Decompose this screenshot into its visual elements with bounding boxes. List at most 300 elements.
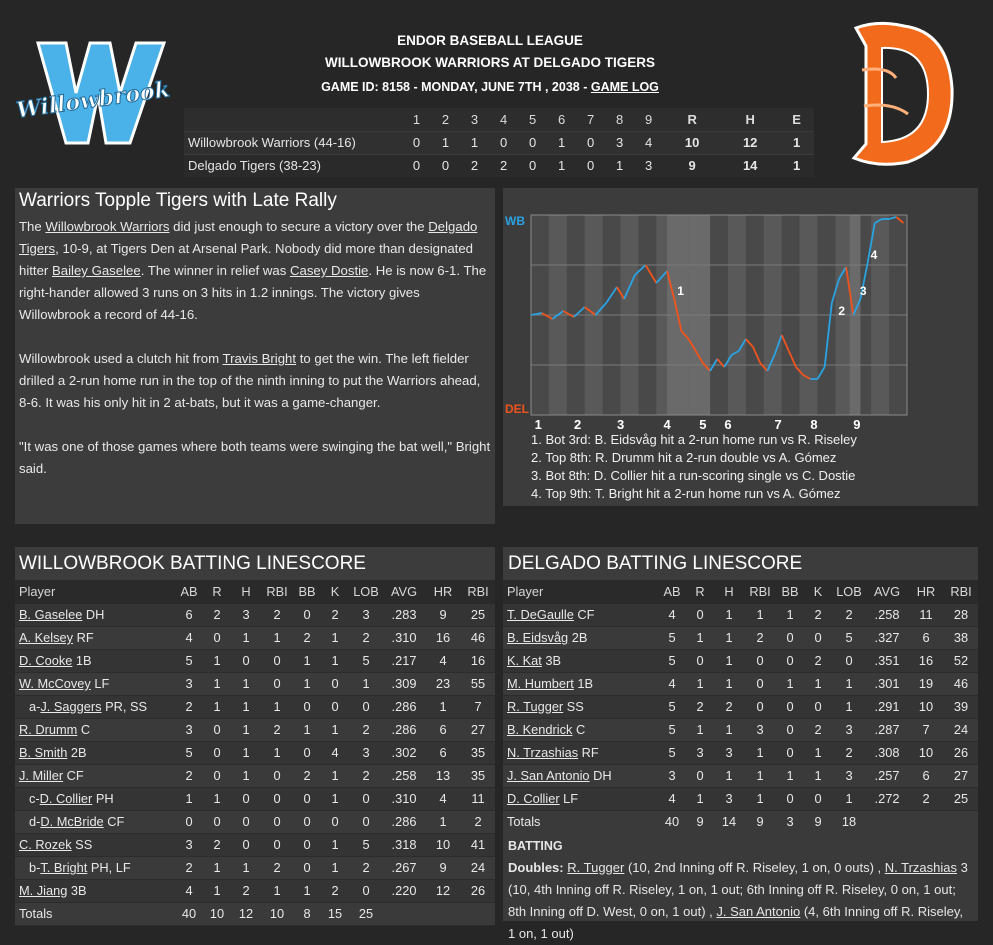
play-annotation: 3 (859, 284, 867, 298)
stat-cell: 27 (461, 718, 495, 741)
stat-cell: 0 (261, 649, 293, 672)
player-cell (15, 603, 175, 626)
stat-cell: 5 (349, 833, 383, 856)
player-link[interactable]: R. Tugger (567, 860, 625, 875)
stat-cell: 2 (261, 603, 293, 626)
batting-row (15, 833, 495, 856)
stat-cell: 25 (461, 603, 495, 626)
inning-header: 4 (489, 108, 518, 131)
stat-cell: 1 (744, 764, 776, 787)
stat-cell: 1 (832, 672, 866, 695)
total-header: R (663, 108, 721, 131)
stat-cell: 3 (175, 718, 203, 741)
inning-header: 3 (460, 108, 489, 131)
stat-cell: 13 (425, 764, 461, 787)
play-annotation: 4 (870, 248, 878, 262)
stat-cell: 35 (461, 764, 495, 787)
stat-cell: 3 (175, 672, 203, 695)
stat-cell: 2 (175, 764, 203, 787)
stat-cell: 1 (231, 741, 261, 764)
stat-cell: 19 (908, 672, 944, 695)
stat-cell: 1 (231, 672, 261, 695)
home-batting-title: DELGADO BATTING LINESCORE (508, 553, 803, 574)
player-cell (503, 787, 658, 810)
stat-cell: .286 (383, 810, 425, 833)
stat-cell: 9 (425, 603, 461, 626)
stat-cell: 1 (231, 695, 261, 718)
batting-row (15, 649, 495, 672)
totals-cell: 10 (261, 902, 293, 925)
player-position: C (572, 722, 586, 737)
total-e: 1 (779, 131, 814, 154)
story-text: did just enough to secure a victory over the (169, 219, 429, 234)
story-paragraph-1 (19, 216, 491, 326)
stat-cell: .327 (866, 626, 908, 649)
stat-cell: 1 (349, 672, 383, 695)
totals-cell: 18 (832, 810, 866, 833)
stat-cell: 1 (425, 810, 461, 833)
stat-cell: 4 (425, 787, 461, 810)
inning-runs: 2 (460, 154, 489, 177)
inning-runs: 0 (576, 154, 605, 177)
player-position: CF (63, 768, 84, 783)
inning-header: 7 (576, 108, 605, 131)
column-header: K (804, 580, 832, 603)
player-position: RF (578, 745, 599, 760)
player-cell (15, 856, 175, 879)
player-link[interactable]: T. DeGaulle (507, 607, 574, 622)
player-link[interactable]: W. McCovey (19, 676, 91, 691)
stat-cell: 2 (461, 810, 495, 833)
totals-row (503, 810, 978, 833)
stat-cell: 27 (944, 764, 978, 787)
stat-cell: 0 (293, 833, 321, 856)
player-cell (15, 764, 175, 787)
doubles-label: Doubles: (508, 860, 564, 875)
stat-cell: 0 (776, 718, 804, 741)
stat-cell: 1 (776, 672, 804, 695)
batting-row (15, 603, 495, 626)
totals-cell: 9 (804, 810, 832, 833)
stat-cell: 1 (321, 626, 349, 649)
stat-cell: 3 (832, 718, 866, 741)
stat-cell: 9 (425, 856, 461, 879)
stat-cell: 1 (203, 695, 231, 718)
stat-cell: 52 (944, 649, 978, 672)
inning-header: 5 (518, 108, 547, 131)
player-link[interactable]: B. Eidsvåg (507, 630, 569, 645)
player-link[interactable]: D. Collier (39, 791, 93, 806)
player-position: PH (92, 791, 114, 806)
home-team-link[interactable]: Delgado Tigers (19, 219, 478, 256)
stat-cell: 5 (658, 649, 686, 672)
stat-cell: .308 (866, 741, 908, 764)
stat-cell: 1 (804, 672, 832, 695)
stat-cell: 7 (908, 718, 944, 741)
batting-notes (503, 833, 978, 941)
stat-cell: 2 (349, 718, 383, 741)
stat-cell: 24 (461, 856, 495, 879)
away-team-link[interactable]: Willowbrook Warriors (45, 219, 170, 234)
total-h: 12 (721, 131, 779, 154)
stat-cell: 1 (231, 626, 261, 649)
player-link[interactable]: D. McBride (40, 814, 104, 829)
player-cell (15, 810, 175, 833)
stat-cell: .351 (866, 649, 908, 672)
league-name: ENDOR BASEBALL LEAGUE (397, 33, 583, 48)
stat-cell: 1 (776, 764, 804, 787)
player-cell (15, 626, 175, 649)
stat-cell: 0 (804, 787, 832, 810)
stat-cell: 4 (658, 603, 686, 626)
stat-cell: 6 (175, 603, 203, 626)
player-link[interactable]: C. Rozek (19, 837, 72, 852)
inning-runs: 0 (518, 154, 547, 177)
doubles-detail: (4, 6th Inning off R. Riseley, 1 on, 1 out) (508, 904, 964, 941)
inning-runs: 0 (402, 131, 431, 154)
player-link-gaselee[interactable]: Bailey Gaselee (51, 263, 141, 278)
game-info-text: GAME ID: 8158 - MONDAY, JUNE 7TH , 2038 - (321, 80, 591, 94)
stat-cell: 1 (293, 672, 321, 695)
player-link[interactable]: J. San Antonio (716, 904, 801, 919)
player-link[interactable]: M. Jiang (19, 883, 68, 898)
story-text: , 10-9, at Tigers Den at Arsenal Park. Nobody did more than designated hitter (19, 241, 474, 278)
stat-cell: 1 (261, 741, 293, 764)
sub-prefix: d- (29, 814, 41, 829)
player-position: LF (559, 791, 579, 806)
win-probability-chart (503, 188, 978, 433)
stat-cell: 1 (714, 649, 744, 672)
player-position: 2B (67, 745, 87, 760)
doubles-detail: 3 (10, 4th Inning off R. Riseley, 1 on, 1 out; 6th Inning off R. Riseley, 0 on, 1 out; 8th Inning off D. West, 0 on, 1 out) , (508, 860, 968, 919)
stat-cell: .318 (383, 833, 425, 856)
player-cell (15, 695, 175, 718)
linescore-team-name: Willowbrook Warriors (44-16) (184, 131, 402, 154)
stat-cell: 4 (321, 741, 349, 764)
play-annotation: 1 (677, 284, 684, 298)
stat-cell: 1 (714, 718, 744, 741)
totals-cell: 25 (349, 902, 383, 925)
chart-note: 4. Top 9th: T. Bright hit a 2-run home run vs A. Gómez (531, 486, 841, 501)
sub-prefix: b- (29, 860, 41, 875)
stat-cell: 7 (461, 695, 495, 718)
stat-cell: 0 (261, 787, 293, 810)
play-annotation: 2 (838, 304, 846, 318)
player-position: DH (589, 768, 612, 783)
player-link[interactable]: J. Saggers (40, 699, 102, 714)
inning-runs: 1 (431, 131, 460, 154)
inning-runs: 3 (605, 131, 634, 154)
player-link[interactable]: M. Humbert (507, 676, 574, 691)
player-cell (503, 718, 658, 741)
player-cell (15, 649, 175, 672)
stat-cell: 1 (321, 718, 349, 741)
player-position: 3B (67, 883, 87, 898)
batting-row (15, 856, 495, 879)
stat-cell: 25 (944, 787, 978, 810)
player-link[interactable]: N. Trzashias (507, 745, 579, 760)
totals-cell: 9 (686, 810, 714, 833)
stat-cell: 3 (658, 764, 686, 787)
stat-cell: .217 (383, 649, 425, 672)
stat-cell: 2 (349, 626, 383, 649)
linescore-table (184, 108, 814, 177)
totals-cell (425, 902, 461, 925)
stat-cell: 1 (321, 833, 349, 856)
player-link[interactable]: K. Kat (507, 653, 542, 668)
totals-cell: 12 (231, 902, 261, 925)
stat-cell: 5 (658, 741, 686, 764)
stat-cell: 0 (261, 672, 293, 695)
stat-cell: 0 (744, 672, 776, 695)
stat-cell: 6 (908, 626, 944, 649)
batting-notes-heading: BATTING (508, 839, 563, 853)
total-r: 10 (663, 131, 721, 154)
player-link[interactable]: J. San Antonio (507, 768, 590, 783)
player-link[interactable]: N. Trzashias (884, 860, 957, 875)
stat-cell: 0 (804, 695, 832, 718)
stat-cell: 1 (714, 626, 744, 649)
totals-cell: 8 (293, 902, 321, 925)
inning-runs: 0 (518, 131, 547, 154)
inning-runs: 1 (460, 131, 489, 154)
total-r: 9 (663, 154, 721, 177)
stat-cell: 0 (203, 810, 231, 833)
player-link[interactable]: B. Gaselee (19, 607, 83, 622)
stat-cell: 0 (231, 649, 261, 672)
stat-cell: 0 (261, 833, 293, 856)
stat-cell: 2 (832, 741, 866, 764)
inning-tick-label: 9 (853, 417, 861, 432)
stat-cell: 0 (293, 787, 321, 810)
stat-cell: 16 (908, 649, 944, 672)
stat-cell: 1 (744, 787, 776, 810)
stat-cell: 10 (908, 695, 944, 718)
stat-cell: 0 (293, 856, 321, 879)
player-cell (503, 764, 658, 787)
total-e: 1 (779, 154, 814, 177)
column-header: BB (776, 580, 804, 603)
player-position: LF (90, 676, 110, 691)
stat-cell: 1 (203, 879, 231, 902)
stat-cell: 1 (744, 603, 776, 626)
stat-cell: 10 (425, 833, 461, 856)
player-position: CF (573, 607, 595, 622)
totals-cell: 40 (175, 902, 203, 925)
player-link[interactable]: J. Miller (19, 768, 64, 783)
story-text: The (19, 219, 46, 234)
player-link[interactable]: T. Bright (40, 860, 88, 875)
story-paragraph-2 (19, 348, 491, 414)
stat-cell: .310 (383, 626, 425, 649)
column-header: H (714, 580, 744, 603)
stat-cell: 1 (231, 718, 261, 741)
stat-cell: 6 (908, 764, 944, 787)
player-link[interactable]: R. Tugger (507, 699, 564, 714)
stat-cell: 12 (425, 879, 461, 902)
column-header: HR (425, 580, 461, 603)
column-header: BB (293, 580, 321, 603)
stat-cell: 1 (832, 695, 866, 718)
stat-cell: 2 (804, 718, 832, 741)
batting-row (503, 695, 978, 718)
chart-note: 1. Bot 3rd: B. Eidsvåg hit a 2-run home run vs R. Riseley (531, 432, 857, 447)
player-cell (15, 741, 175, 764)
stat-cell: 3 (832, 764, 866, 787)
stat-cell: 1 (321, 649, 349, 672)
stat-cell: 38 (944, 626, 978, 649)
stat-cell: 2 (321, 603, 349, 626)
player-link[interactable]: B. Smith (19, 745, 68, 760)
inning-runs: 1 (605, 154, 634, 177)
game-log-link[interactable]: GAME LOG (590, 80, 659, 94)
stat-cell: 39 (944, 695, 978, 718)
totals-cell (866, 810, 908, 833)
stat-cell: 0 (776, 626, 804, 649)
column-header: AB (658, 580, 686, 603)
stat-cell: 1 (686, 718, 714, 741)
stat-cell: 0 (293, 810, 321, 833)
player-position: DH (82, 607, 105, 622)
stat-cell: 0 (293, 695, 321, 718)
stat-cell: 0 (261, 810, 293, 833)
column-header: R (686, 580, 714, 603)
stat-cell: 1 (261, 879, 293, 902)
stat-cell: 4 (658, 672, 686, 695)
totals-label: Totals (15, 902, 175, 925)
player-cell (503, 626, 658, 649)
stat-cell: 11 (908, 603, 944, 626)
stat-cell: 2 (686, 695, 714, 718)
stat-cell: 2 (832, 603, 866, 626)
batting-row (503, 718, 978, 741)
stat-cell: 3 (744, 718, 776, 741)
batting-row (15, 741, 495, 764)
stat-cell: 4 (658, 787, 686, 810)
stat-cell: 1 (686, 787, 714, 810)
inning-runs: 1 (547, 154, 576, 177)
stat-cell: 2 (804, 603, 832, 626)
player-link-bright[interactable]: Travis Bright (222, 351, 297, 366)
inning-tick-label: 2 (573, 417, 582, 432)
player-position: CF (103, 814, 125, 829)
player-link-dostie[interactable]: Casey Dostie (289, 263, 369, 278)
column-header: K (321, 580, 349, 603)
player-link[interactable]: D. Cooke (19, 653, 73, 668)
stat-cell: 0 (231, 787, 261, 810)
stat-cell: 2 (175, 695, 203, 718)
player-link[interactable]: R. Drumm (19, 722, 78, 737)
home-batting-table (503, 580, 978, 834)
inning-header: 6 (547, 108, 576, 131)
chart-note: 2. Top 8th: R. Drumm hit a 2-run double vs A. Gómez (531, 450, 837, 465)
stat-cell: .286 (383, 695, 425, 718)
player-position: 3B (541, 653, 562, 668)
player-cell (15, 787, 175, 810)
player-cell (503, 603, 658, 626)
stat-cell: 0 (321, 672, 349, 695)
stat-cell: 0 (231, 810, 261, 833)
batting-row (503, 764, 978, 787)
stat-cell: .302 (383, 741, 425, 764)
stat-cell: 0 (349, 810, 383, 833)
stat-cell: 0 (231, 833, 261, 856)
player-link[interactable]: A. Kelsey (19, 630, 74, 645)
stat-cell: 2 (293, 764, 321, 787)
stat-cell: 16 (425, 626, 461, 649)
stat-cell: 5 (175, 741, 203, 764)
player-position: PH, LF (87, 860, 131, 875)
inning-tick-label: 1 (534, 417, 542, 432)
stat-cell: .220 (383, 879, 425, 902)
del-axis-label: DEL (505, 402, 529, 416)
column-header: R (203, 580, 231, 603)
player-cell (15, 672, 175, 695)
home-team-logo (848, 18, 960, 168)
inning-runs: 0 (402, 154, 431, 177)
stat-cell: 2 (321, 879, 349, 902)
stat-cell: 0 (203, 626, 231, 649)
stat-cell: 0 (776, 741, 804, 764)
sub-prefix: c- (29, 791, 40, 806)
story-text: . The winner in relief was (140, 263, 290, 278)
column-header: LOB (832, 580, 866, 603)
stat-cell: 1 (686, 626, 714, 649)
inning-tick-label: 3 (616, 417, 625, 432)
stat-cell: .309 (383, 672, 425, 695)
stat-cell: 1 (714, 672, 744, 695)
batting-row (503, 672, 978, 695)
stat-cell: 3 (349, 603, 383, 626)
column-header: RBI (461, 580, 495, 603)
stat-cell: 1 (261, 695, 293, 718)
stat-cell: 1 (832, 787, 866, 810)
stat-cell: 1 (203, 787, 231, 810)
stat-cell: 24 (944, 718, 978, 741)
totals-label: Totals (503, 810, 658, 833)
column-header: HR (908, 580, 944, 603)
inning-header: 2 (431, 108, 460, 131)
player-cell (503, 695, 658, 718)
stat-cell: 0 (744, 649, 776, 672)
stat-cell: 5 (658, 718, 686, 741)
stat-cell: .283 (383, 603, 425, 626)
stat-cell: 1 (804, 741, 832, 764)
player-link[interactable]: B. Kendrick (507, 722, 573, 737)
stat-cell: 6 (425, 741, 461, 764)
stat-cell: 46 (461, 626, 495, 649)
batting-row (15, 626, 495, 649)
stat-cell: 1 (804, 764, 832, 787)
player-position: C (77, 722, 91, 737)
player-link[interactable]: D. Collier (507, 791, 560, 806)
totals-cell: 15 (321, 902, 349, 925)
stat-cell: 1 (776, 603, 804, 626)
stat-cell: 1 (203, 649, 231, 672)
stat-cell: 0 (293, 603, 321, 626)
inning-header: 1 (402, 108, 431, 131)
stat-cell: 2 (293, 626, 321, 649)
inning-tick-label: 7 (774, 417, 782, 432)
stat-cell: 2 (203, 603, 231, 626)
stat-cell: 2 (744, 626, 776, 649)
player-position: 1B (573, 676, 594, 691)
stat-cell: 0 (203, 764, 231, 787)
totals-cell: 9 (744, 810, 776, 833)
chart-note: 3. Bot 8th: D. Collier hit a run-scoring single vs C. Dostie (531, 468, 856, 483)
batting-row (503, 649, 978, 672)
stat-cell: 3 (686, 741, 714, 764)
